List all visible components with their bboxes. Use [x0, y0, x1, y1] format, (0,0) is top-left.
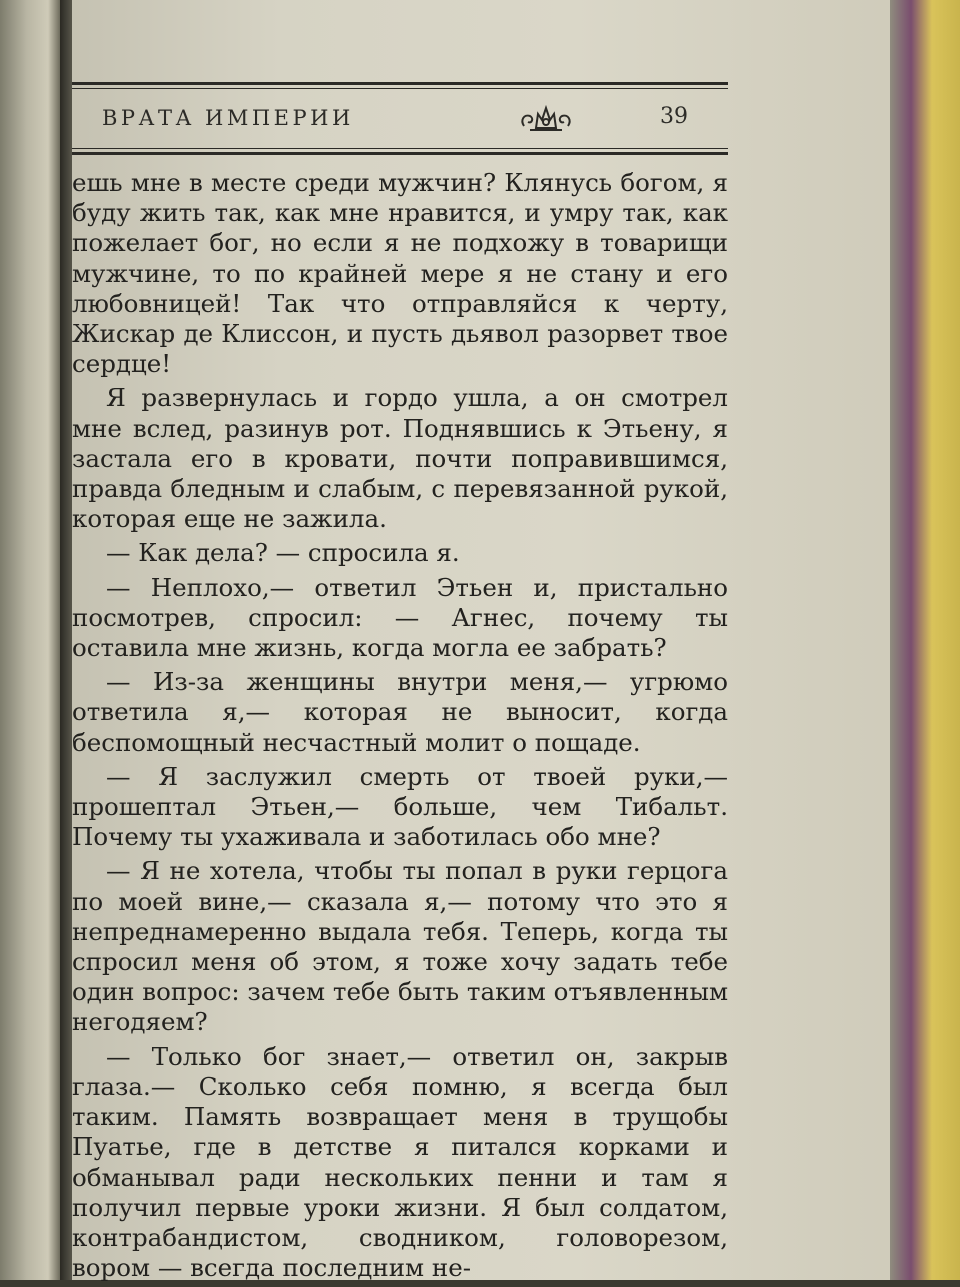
body-text — [72, 168, 728, 1287]
paragraph: — Я не хотела, чтобы ты попал в руки герцога по моей вине,— сказала я,— потому что это я непреднамеренно выдала тебя. Теперь, когда ты спросил меня об этом, я тоже хочу задать тебе один вопрос: зачем тебе быть таким отъявленным негодяем? — [72, 856, 728, 1037]
header-rule-bottom — [72, 152, 728, 155]
header-rule-top-thin — [72, 88, 728, 89]
paragraph: — Как дела? — спросила я. — [106, 538, 460, 568]
header-rule-top — [72, 82, 728, 85]
paragraph: Я развернулась и гордо ушла, а он смотрел мне вслед, разинув рот. Поднявшись к Этьену, я застала его в кровати, почти поправившимся, правда бледным и слабым, с перевязанной рукой, которая еще не зажила. — [72, 383, 728, 534]
paragraph: — Я заслужил смерть от твоей руки,— прошептал Этьен,— больше, чем Тибальт. Почему ты ухаживала и заботилась обо мне? — [72, 761, 728, 852]
paragraph: — Только бог знает,— ответил он, закрыв глаза.— Сколько себя помню, я всегда был таким. Память возвращает меня в трущобы Пуатье, где в детстве я питался корками и обманывал ради нескольких пенни и там я получил первые уроки жизни. Я был солдатом, контрабандистом, сводником, головорезом, вором — всегда последним не- — [72, 1041, 728, 1283]
book-gutter — [60, 0, 72, 1280]
crown-ornament-icon — [516, 100, 576, 134]
paragraph: — Неплохо,— ответил Этьен и, пристально посмотрев, спросил: — Агнес, почему ты оставила мне жизнь, когда могла ее забрать? — [72, 572, 728, 663]
paragraph: — Из-за женщины внутри меня,— угрюмо ответила я,— которая не выносит, когда беспомощный несчастный молит о пощаде. — [72, 667, 728, 757]
facing-page-edge — [0, 0, 60, 1280]
page-number: 39 — [660, 104, 688, 129]
paragraph: ешь мне в месте среди мужчин? Клянусь богом, я буду жить так, как мне нравится, и умру так, как пожелает бог, но если я не подхожу в товарищи мужчине, то по крайней мере я не стану и его любовницей! Так что отправляйся к черту, Жискар де Клиссон, и пусть дьявол разорвет твое сердце! — [72, 168, 728, 379]
background-edge — [890, 0, 960, 1280]
book-title: ВРАТА ИМПЕРИИ — [102, 106, 354, 130]
header-rule-bottom-thin — [72, 148, 728, 149]
running-head — [72, 82, 728, 162]
